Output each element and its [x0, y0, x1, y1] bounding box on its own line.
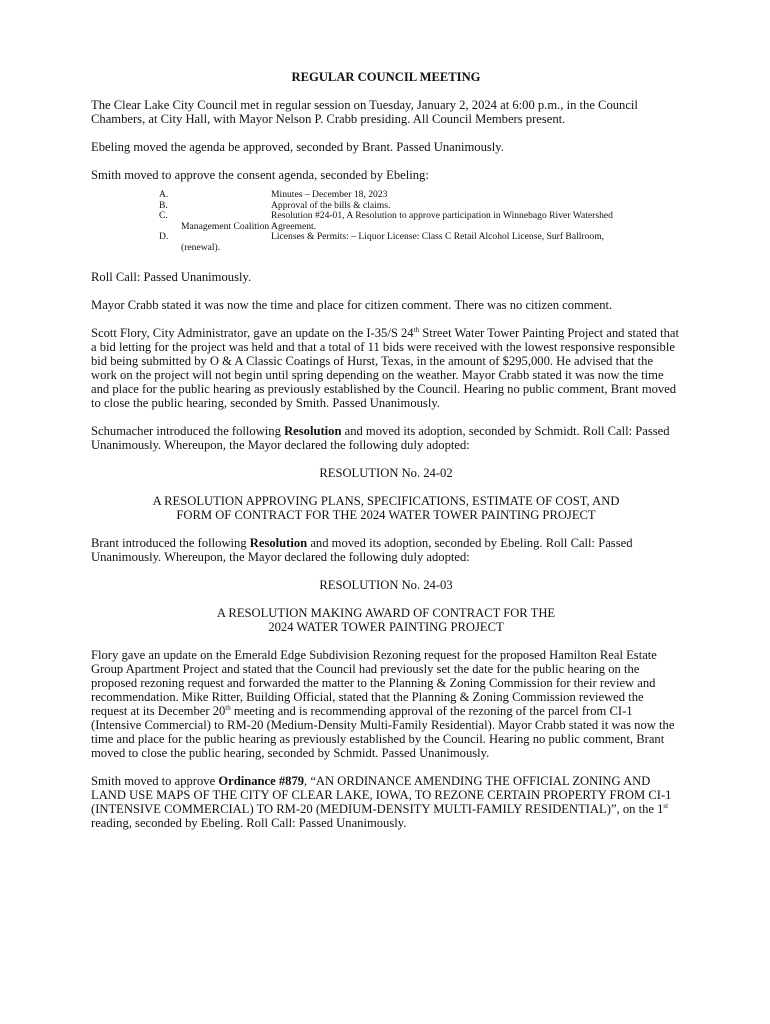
ordinance-paragraph: Smith moved to approve Ordinance #879, “AN ORDINANCE AMENDING THE OFFICIAL ZONING AND LAND USE MAPS OF THE CITY OF CLEAR LAKE, IOWA, TO REZONE CERTAIN PROPERTY FROM CI-1 (INTENSIVE COMMERCIAL) TO RM-20 (MEDIUM-DENSITY MULTI-FAMILY RESIDENTIAL)”, on the 1st reading, seconded by Ebeling. Roll Call: Passed Unanimously.	[91, 773, 672, 830]
list-item-text: Minutes – December 18, 2023	[271, 189, 388, 200]
list-item	[91, 232, 681, 253]
resolution-number: RESOLUTION No. 24-03	[319, 577, 453, 592]
opening-paragraph: The Clear Lake City Council met in regular session on Tuesday, January 2, 2024 at 6:00 p.m., in the Council Chambers, at City Hall, with Mayor Nelson P. Crabb presiding. All Council Members present.	[91, 98, 638, 126]
list-item-text: Resolution #24-01, A Resolution to approve participation in Winnebago River Watershed	[271, 210, 613, 222]
roll-call-paragraph: Roll Call: Passed Unanimously.	[91, 269, 252, 284]
minutes-page	[91, 70, 681, 844]
list-item-text: Approval of the bills & claims.	[271, 199, 391, 211]
list-item-continuation: (renewal).	[181, 241, 221, 253]
agenda-approval-paragraph: Ebeling moved the agenda be approved, seconded by Brant. Passed Unanimously.	[91, 140, 504, 154]
resolution-intro-paragraph: Brant introduced the following Resolution and moved its adoption, seconded by Ebeling. Roll Call: Passed Unanimously. Whereupon, the Mayor declared the following duly adopted:	[91, 535, 633, 564]
list-item-continuation: Management Coalition Agreement.	[181, 220, 317, 232]
list-item-letter: D.	[159, 231, 169, 243]
resolution-title: A RESOLUTION MAKING AWARD OF CONTRACT FOR THE 2024 WATER TOWER PAINTING PROJECT	[216, 605, 556, 634]
resolution-title: A RESOLUTION APPROVING PLANS, SPECIFICATIONS, ESTIMATE OF COST, AND FORM OF CONTRACT FOR THE 2024 WATER TOWER PAINTING PROJECT	[152, 493, 620, 522]
list-item-letter: B.	[159, 199, 168, 211]
water-tower-update-paragraph: Scott Flory, City Administrator, gave an update on the I-35/S 24th Street Water Tower Painting Project and stated that a bid letting for the project was held and that a total of 11 bids were received with the lowest responsive responsible bid being submitted by O & A Classic Coatings of Hurst, Texas, in the amount of $295,000. He advised that the work on the project will not begin until spring depending on the weather. Mayor Crabb stated it was now the time and place for the public hearing as previously established by the Council. Hearing no public comment, Brant moved to close the public hearing, seconded by Smith. Passed Unanimously.	[91, 325, 679, 410]
consent-agenda-paragraph: Smith moved to approve the consent agenda, seconded by Ebeling:	[91, 168, 429, 182]
resolution-intro-paragraph: Schumacher introduced the following Resolution and moved its adoption, seconded by Schmidt. Roll Call: Passed Unanimously. Whereupon, the Mayor declared the following duly adopted:	[91, 423, 670, 452]
document-title: REGULAR COUNCIL MEETING	[291, 70, 481, 84]
consent-agenda-list	[91, 190, 681, 254]
list-item-letter: A.	[159, 189, 169, 200]
list-item-letter: C.	[159, 210, 168, 222]
citizen-comment-paragraph: Mayor Crabb stated it was now the time and place for citizen comment. There was no citizen comment.	[91, 297, 613, 312]
resolution-number: RESOLUTION No. 24-02	[319, 465, 453, 480]
list-item	[91, 211, 681, 232]
rezoning-update-paragraph: Flory gave an update on the Emerald Edge Subdivision Rezoning request for the proposed Hamilton Real Estate Group Apartment Project and stated that the Council had previously set the date for the public hearing on the proposed rezoning request and forwarded the matter to the Planning & Zoning Commission for their review and recommendation. Mike Ritter, Building Official, stated that the Planning & Zoning Commission reviewed the request at its December 20th meeting and is recommending approval of the rezoning of the parcel from CI-1 (Intensive Commercial) to RM-20 (Medium-Density Multi-Family Residential). Mayor Crabb stated it was now the time and place for the public hearing as previously established by the Council. Hearing no public comment, Brant moved to close the public hearing, seconded by Schmidt. Passed Unanimously.	[91, 647, 675, 760]
list-item-text: Licenses & Permits: – Liquor License: Class C Retail Alcohol License, Surf Ballroom,	[271, 231, 605, 243]
